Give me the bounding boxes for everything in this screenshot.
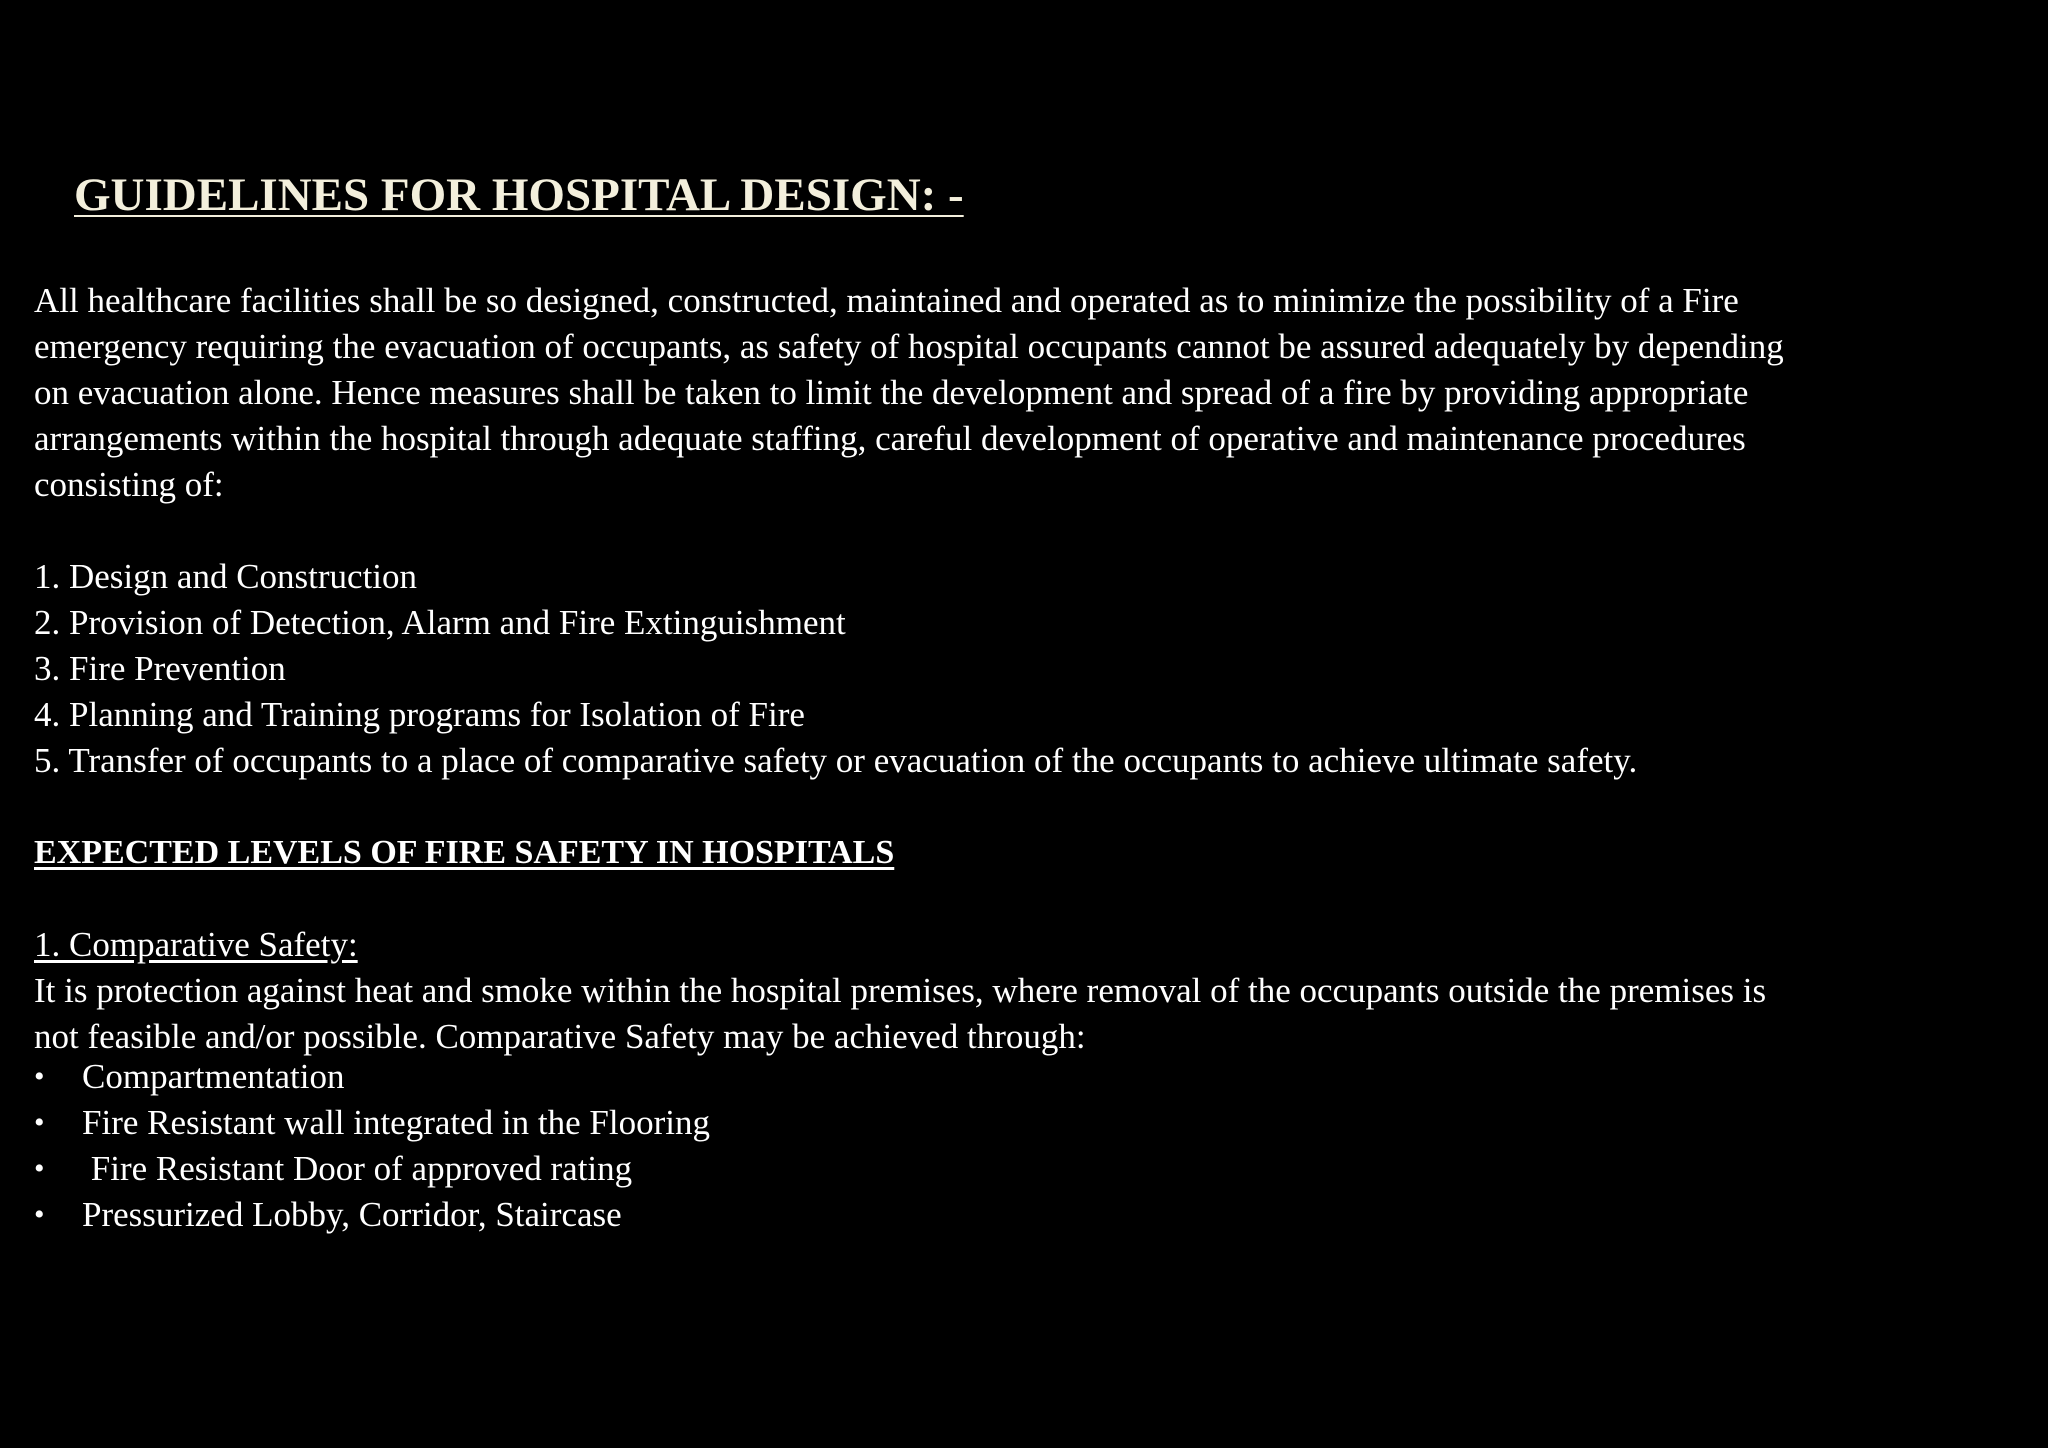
slide-content — [34, 278, 2024, 1238]
comparative-line: It is protection against heat and smoke within the hospital premises, where removal of the occupants outside the premises is — [34, 971, 1767, 1010]
bullet-icon: • — [34, 1152, 45, 1185]
section-heading: EXPECTED LEVELS OF FIRE SAFETY IN HOSPITALS — [34, 834, 895, 871]
bullet-item — [34, 1054, 2024, 1100]
intro-line: on evacuation alone. Hence measures shall be taken to limit the development and spread of a fire by providing appropriate — [34, 373, 1749, 412]
subheading-comparative-safety: 1. Comparative Safety: — [34, 925, 358, 964]
spacer — [34, 876, 2024, 922]
list-item: 2. Provision of Detection, Alarm and Fire Extinguishment — [34, 603, 846, 642]
intro-line: arrangements within the hospital through adequate staffing, careful development of operative and maintenance procedures — [34, 419, 1746, 458]
bullet-list — [34, 1054, 2024, 1238]
intro-line: All healthcare facilities shall be so designed, constructed, maintained and operated as to minimize the possibility of a Fire — [34, 281, 1739, 320]
list-item: 3. Fire Prevention — [34, 649, 286, 688]
intro-paragraph — [34, 278, 2024, 508]
spacer — [34, 508, 2024, 554]
list-item: 4. Planning and Training programs for Isolation of Fire — [34, 695, 805, 734]
comparative-line: not feasible and/or possible. Comparative Safety may be achieved through: — [34, 1017, 1086, 1056]
bullet-text: Pressurized Lobby, Corridor, Staircase — [82, 1195, 622, 1234]
bullet-item — [34, 1100, 2024, 1146]
intro-line: consisting of: — [34, 465, 224, 504]
bullet-icon: • — [34, 1106, 45, 1139]
list-item: 5. Transfer of occupants to a place of comparative safety or evacuation of the occupants to achieve ultimate safety. — [34, 741, 1638, 780]
bullet-icon: • — [34, 1198, 45, 1231]
intro-line: emergency requiring the evacuation of occupants, as safety of hospital occupants cannot be assured adequately by depending — [34, 327, 1784, 366]
bullet-text: Compartmentation — [82, 1057, 345, 1096]
spacer — [34, 784, 2024, 830]
numbered-list — [34, 554, 2024, 784]
list-item: 1. Design and Construction — [34, 557, 418, 596]
bullet-item — [34, 1146, 2024, 1192]
bullet-text: Fire Resistant wall integrated in the Flooring — [82, 1103, 710, 1142]
bullet-text: Fire Resistant Door of approved rating — [82, 1149, 633, 1188]
slide-title: GUIDELINES FOR HOSPITAL DESIGN: - — [74, 169, 964, 221]
bullet-icon: • — [34, 1060, 45, 1093]
bullet-item — [34, 1192, 2024, 1238]
